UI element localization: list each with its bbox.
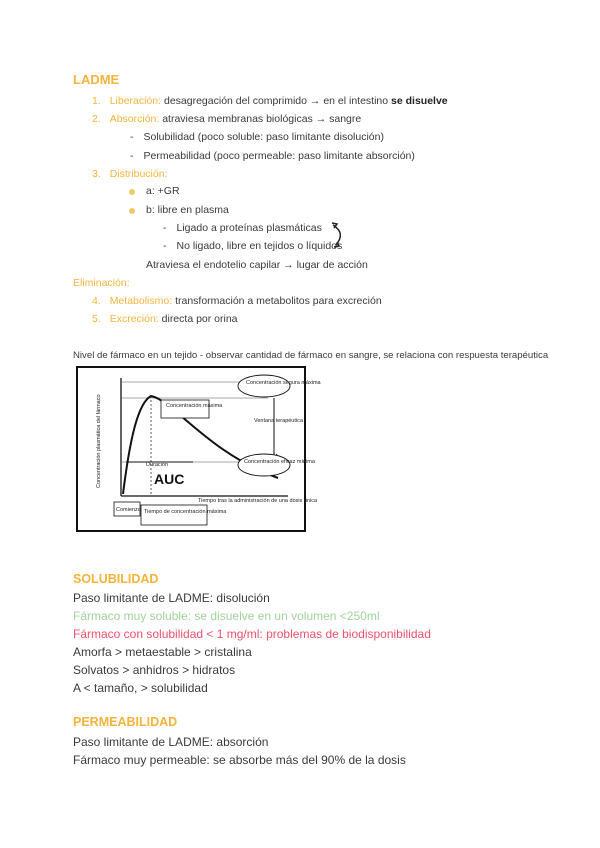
ladme-title: LADME <box>73 72 120 87</box>
item-number: 5. <box>92 313 101 325</box>
fig-eficaz-min: Concentración eficaz mínima <box>244 459 315 465</box>
item-text: atraviesa membranas biológicas → sangre <box>162 113 362 125</box>
item-number: 2. <box>92 113 101 125</box>
fig-comienzo: Comienzo <box>116 507 141 513</box>
ladme-item-5 <box>92 313 238 325</box>
item-number: 4. <box>92 295 101 307</box>
fig-ventana: Ventana terapéutica <box>254 418 303 424</box>
fig-auc: AUC <box>154 471 185 487</box>
eliminacion-label: Eliminación: <box>73 277 130 289</box>
distribucion-bullet-1: a: +GR <box>146 185 180 197</box>
ladme-item-4 <box>92 295 382 307</box>
bullet-dot <box>129 208 135 214</box>
item-label: Liberación: <box>109 95 162 107</box>
item-text: desagregación del comprimido → en el intestino <box>163 95 392 107</box>
item-number: 1. <box>92 95 101 107</box>
solubilidad-line-6: A < tamaño, > solubilidad <box>73 681 208 695</box>
permeabilidad-line-1: Paso limitante de LADME: absorción <box>73 735 269 749</box>
item-label: Metabolismo: <box>109 295 173 307</box>
ladme-item-3 <box>92 168 167 180</box>
solubilidad-line-3: Fármaco con solubilidad < 1 mg/ml: problemas de biodisponibilidad <box>73 627 431 641</box>
item-text: transformación a metabolitos para excreción <box>175 295 382 307</box>
fig-y-label: Concentración plasmática del fármaco <box>96 394 102 488</box>
fig-seg-max: Concentración segura máxima <box>246 380 321 386</box>
item-number: 3. <box>92 168 101 180</box>
fig-duracion: Duración <box>146 462 169 468</box>
absorcion-sub-2: - Permeabilidad (poco permeable: paso limitante absorción) <box>130 150 415 162</box>
bullet-dot <box>129 189 135 195</box>
fig-x-label: Tiempo tras la administración de una dosis única <box>198 498 318 504</box>
fig-tiempo-conc: Tiempo de concentración máxima <box>144 509 227 515</box>
ladme-item-1 <box>92 95 448 107</box>
endotelio-text: Atraviesa el endotelio capilar → lugar de acción <box>146 259 368 271</box>
nivel-text: Nivel de fármaco en un tejido - observar cantidad de fármaco en sangre, se relaciona con respuesta terapéutica <box>73 350 549 361</box>
item-text: directa por orina <box>161 313 238 325</box>
plasma-sub-2: - No ligado, libre en tejidos o líquidos <box>163 240 343 252</box>
solubilidad-line-2: Fármaco muy soluble: se disuelve en un volumen <250ml <box>73 609 380 623</box>
plasma-sub-1: - Ligado a proteínas plasmáticas <box>163 222 322 234</box>
solubilidad-line-1: Paso limitante de LADME: disolución <box>73 591 270 605</box>
fig-conc-max: Concentración máxima <box>166 403 223 409</box>
distribucion-bullet-2: b: libre en plasma <box>146 204 229 216</box>
item-label: Absorción: <box>109 113 160 125</box>
solubilidad-line-5: Solvatos > anhidros > hidratos <box>73 663 236 677</box>
bidirectional-arrow-icon <box>328 221 350 249</box>
item-label: Distribución: <box>109 168 168 180</box>
permeabilidad-title: PERMEABILIDAD <box>73 715 178 729</box>
item-label: Excreción: <box>109 313 159 325</box>
item-bold: se disuelve <box>391 95 448 107</box>
absorcion-sub-1: - Solubilidad (poco soluble: paso limitante disolución) <box>130 131 384 143</box>
ladme-item-2 <box>92 113 361 125</box>
permeabilidad-line-2: Fármaco muy permeable: se absorbe más del 90% de la dosis <box>73 753 406 767</box>
solubilidad-line-4: Amorfa > metaestable > cristalina <box>73 645 252 659</box>
solubilidad-title: SOLUBILIDAD <box>73 572 159 586</box>
pharmacokinetic-figure <box>76 366 321 532</box>
